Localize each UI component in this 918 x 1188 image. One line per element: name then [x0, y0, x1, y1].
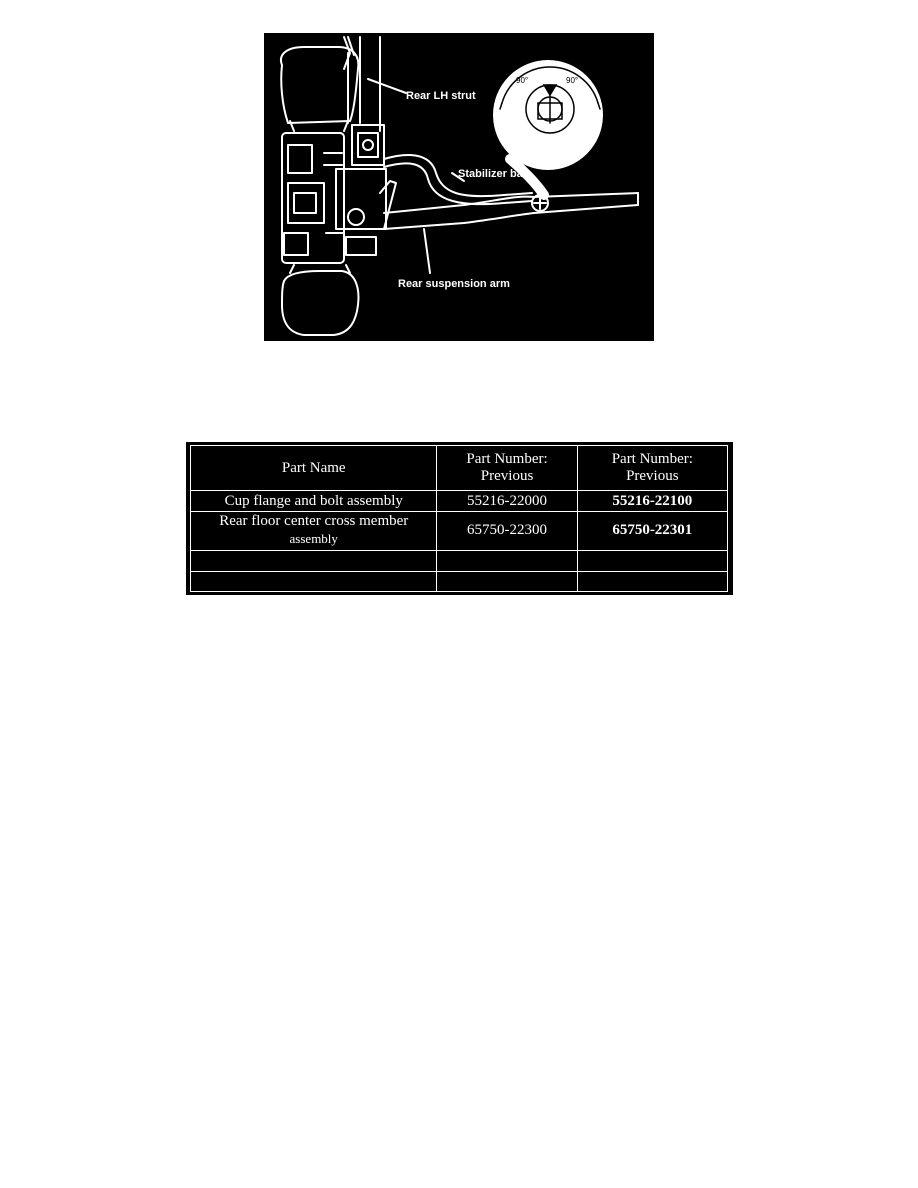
new-number-cell: 65750-22301	[577, 511, 727, 550]
header-part-name: Part Name	[191, 446, 437, 491]
strut-label: Rear LH strut	[406, 90, 476, 102]
suspension-diagram	[264, 33, 654, 341]
table-header-row	[191, 446, 728, 491]
upper-tire	[281, 47, 358, 123]
table-row	[191, 572, 728, 592]
new-number-cell	[577, 550, 727, 572]
part-name-cell	[191, 572, 437, 592]
stabilizer-label: Stabilizer bar	[458, 168, 528, 180]
table-row	[191, 511, 728, 550]
new-number-cell: 55216-22100	[577, 491, 727, 512]
arm-label: Rear suspension arm	[398, 278, 510, 290]
previous-number-cell	[437, 550, 577, 572]
previous-number-cell	[437, 572, 577, 592]
previous-number-cell: 65750-22300	[437, 511, 577, 550]
table-row	[191, 491, 728, 512]
part-name-cell: Cup flange and bolt assembly	[191, 491, 437, 512]
lower-tire	[282, 271, 358, 335]
table-row	[191, 550, 728, 572]
suspension-drawing	[264, 33, 654, 341]
previous-number-cell: 55216-22000	[437, 491, 577, 512]
parts-table-frame	[186, 442, 733, 595]
parts-table	[190, 445, 728, 592]
zoom-balloon	[494, 61, 602, 169]
header-part-number-previous-b: Part Number: Previous	[577, 446, 727, 491]
angle-right-label: 90°	[566, 76, 579, 85]
new-number-cell	[577, 572, 727, 592]
header-part-number-previous-a: Part Number: Previous	[437, 446, 577, 491]
part-name-cell: Rear floor center cross member assembly	[191, 511, 437, 550]
angle-left-label: 90°	[516, 76, 529, 85]
part-name-cell	[191, 550, 437, 572]
